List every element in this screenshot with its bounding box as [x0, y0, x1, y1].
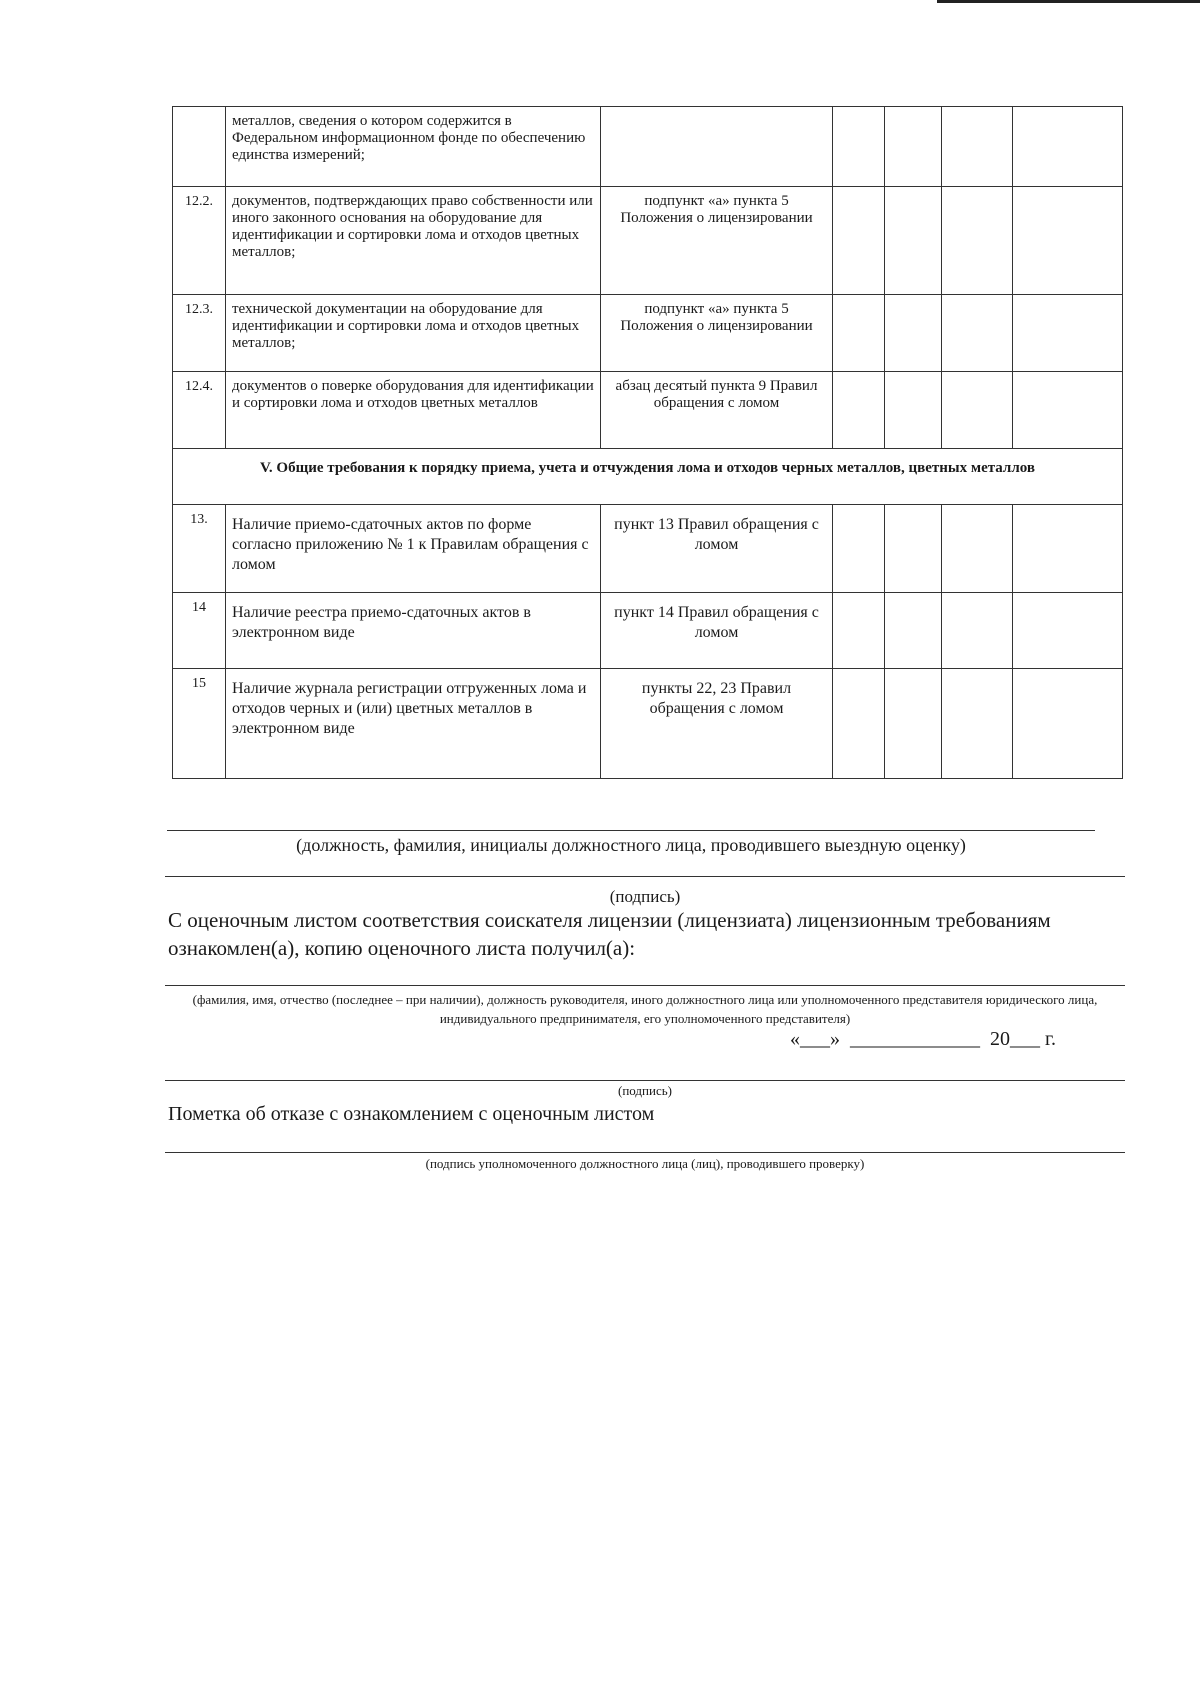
mark-cell[interactable] [942, 295, 1013, 372]
row-number: 14 [173, 593, 226, 669]
table-row [173, 372, 1123, 449]
date-field[interactable]: «___» _____________ 20___ г. [790, 1028, 1056, 1050]
table-row [173, 295, 1123, 372]
mark-cell[interactable] [1013, 505, 1123, 593]
table-row [173, 669, 1123, 779]
mark-cell[interactable] [833, 593, 885, 669]
section-title: V. Общие требования к порядку приема, учета и отчуждения лома и отходов черных металлов, цветных металлов [173, 449, 1123, 505]
legal-reference: подпункт «а» пункта 5 Положения о лицензировании [601, 187, 833, 295]
row-number: 13. [173, 505, 226, 593]
official-caption: (должность, фамилия, инициалы должностного лица, проводившего выездную оценку) [296, 835, 966, 855]
mark-cell[interactable] [885, 505, 942, 593]
mark-cell[interactable] [885, 372, 942, 449]
table-row [173, 187, 1123, 295]
refusal-signature-line[interactable] [165, 1152, 1125, 1153]
mark-cell[interactable] [942, 187, 1013, 295]
legal-reference: подпункт «а» пункта 5 Положения о лицензировании [601, 295, 833, 372]
mark-cell[interactable] [1013, 107, 1123, 187]
signature-caption-2: (подпись) [618, 1083, 672, 1098]
mark-cell[interactable] [885, 669, 942, 779]
requirement-text: Наличие приемо-сдаточных актов по форме согласно приложению № 1 к Правилам обращения с ломом [226, 505, 601, 593]
requirement-text: документов, подтверждающих право собственности или иного законного основания на оборудование для идентификации и сортировки лома и отходов цветных металлов; [226, 187, 601, 295]
mark-cell[interactable] [833, 295, 885, 372]
acknowledgement-text: С оценочным листом соответствия соискателя лицензии (лицензиата) лицензионным требованиям ознакомлен(а), копию оценочного листа получил(а): [168, 908, 1051, 960]
mark-cell[interactable] [885, 295, 942, 372]
mark-cell[interactable] [833, 372, 885, 449]
mark-cell[interactable] [1013, 295, 1123, 372]
mark-cell[interactable] [833, 107, 885, 187]
refusal-note: Пометка об отказе с ознакомлением с оценочным листом [168, 1103, 655, 1125]
table-row [173, 505, 1123, 593]
scan-edge-mark [937, 0, 1200, 3]
requirement-text: Наличие реестра приемо-сдаточных актов в электронном виде [226, 593, 601, 669]
requirement-text: технической документации на оборудование для идентификации и сортировки лома и отходов цветных металлов; [226, 295, 601, 372]
row-number [173, 107, 226, 187]
legal-reference [601, 107, 833, 187]
mark-cell[interactable] [885, 187, 942, 295]
signature-line[interactable] [165, 876, 1125, 877]
row-number: 12.4. [173, 372, 226, 449]
mark-cell[interactable] [1013, 372, 1123, 449]
mark-cell[interactable] [942, 593, 1013, 669]
evaluation-table [172, 106, 1123, 779]
row-number: 15 [173, 669, 226, 779]
requirement-text: Наличие журнала регистрации отгруженных лома и отходов черных и (или) цветных металлов в электронном виде [226, 669, 601, 779]
signature-caption: (подпись) [609, 887, 681, 906]
mark-cell[interactable] [833, 505, 885, 593]
signature-line-2[interactable] [165, 1080, 1125, 1081]
mark-cell[interactable] [1013, 669, 1123, 779]
legal-reference: пункт 14 Правил обращения с ломом [601, 593, 833, 669]
mark-cell[interactable] [942, 505, 1013, 593]
row-number: 12.3. [173, 295, 226, 372]
legal-reference: пункты 22, 23 Правил обращения с ломом [601, 669, 833, 779]
table-row [173, 107, 1123, 187]
table-row [173, 593, 1123, 669]
mark-cell[interactable] [885, 107, 942, 187]
recipient-line[interactable] [165, 985, 1125, 986]
row-number: 12.2. [173, 187, 226, 295]
legal-reference: пункт 13 Правил обращения с ломом [601, 505, 833, 593]
mark-cell[interactable] [833, 669, 885, 779]
requirement-text: металлов, сведения о котором содержится в Федеральном информационном фонде по обеспечению единства измерений; [226, 107, 601, 187]
refusal-caption: (подпись уполномоченного должностного лица (лиц), проводившего проверку) [425, 1156, 865, 1171]
mark-cell[interactable] [885, 593, 942, 669]
mark-cell[interactable] [1013, 187, 1123, 295]
requirement-text: документов о поверке оборудования для идентификации и сортировки лома и отходов цветных металлов [226, 372, 601, 449]
mark-cell[interactable] [942, 372, 1013, 449]
mark-cell[interactable] [942, 669, 1013, 779]
mark-cell[interactable] [942, 107, 1013, 187]
legal-reference: абзац десятый пункта 9 Правил обращения с ломом [601, 372, 833, 449]
recipient-caption: (фамилия, имя, отчество (последнее – при наличии), должность руководителя, иного должностного лица или уполномоченного представителя юридического лица, индивидуального предпринимателя, его уполномоченного представителя) [192, 992, 1098, 1026]
official-name-line[interactable] [167, 830, 1095, 831]
mark-cell[interactable] [833, 187, 885, 295]
section-header-row [173, 449, 1123, 505]
mark-cell[interactable] [1013, 593, 1123, 669]
